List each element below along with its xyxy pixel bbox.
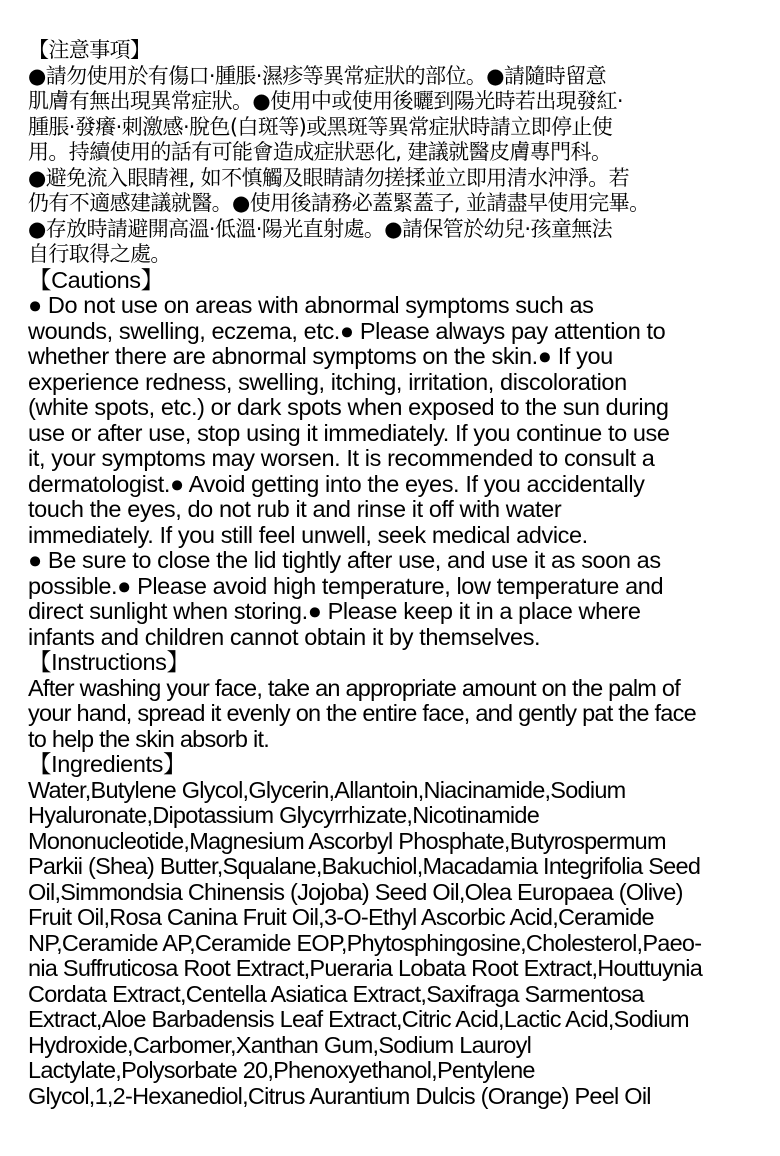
chinese-text-line: 用。持續使用的話有可能會造成症狀惡化, 建議就醫皮膚專門科。 bbox=[28, 140, 612, 164]
chinese-text-line: ●請勿使用於有傷口·腫脹·濕疹等異常症狀的部位。●請隨時留意 bbox=[28, 63, 606, 88]
cautions-text-line: use or after use, stop using it immediately. If you continue to use bbox=[28, 419, 670, 446]
instructions-heading: 【Instructions】 bbox=[28, 649, 190, 675]
ingredients-text-line: Lactylate,Polysorbate 20,Phenoxyethanol,Pentylene bbox=[28, 1057, 535, 1083]
ingredients-text-line: Fruit Oil,Rosa Canina Fruit Oil,3-O-Ethyl Ascorbic Acid,Ceramide bbox=[28, 904, 654, 930]
cautions-text-line: whether there are abnormal symptoms on the skin.● If you bbox=[28, 343, 613, 369]
ingredients-text-line: Glycol,1,2-Hexanediol,Citrus Aurantium Dulcis (Orange) Peel Oil bbox=[28, 1082, 651, 1109]
ingredients-text-line: Extract,Aloe Barbadensis Leaf Extract,Citric Acid,Lactic Acid,Sodium bbox=[28, 1006, 689, 1032]
ingredients-text-line: Hydroxide,Carbomer,Xanthan Gum,Sodium Lauroyl bbox=[28, 1031, 532, 1058]
chinese-text-line: ●避免流入眼睛裡, 如不慎觸及眼睛請勿搓揉並立即用清水沖淨。若 bbox=[28, 165, 630, 190]
cautions-text-line: possible.● Please avoid high temperature, low temperature and bbox=[28, 572, 664, 599]
instructions-text-line: After washing your face, take an appropriate amount on the palm of bbox=[28, 674, 681, 701]
ingredients-text-line: Oil,Simmondsia Chinensis (Jojoba) Seed Oil,Olea Europaea (Olive) bbox=[28, 878, 683, 905]
ingredients-text-line: Hyaluronate,Dipotassium Glycyrrhizate,Nicotinamide bbox=[28, 802, 540, 828]
chinese-text-line: 仍有不適感建議就醫。●使用後請務必蓋緊蓋子, 並請盡早使用完畢。 bbox=[28, 191, 650, 215]
ingredients-text-line: Water,Butylene Glycol,Glycerin,Allantoin,Niacinamide,Sodium bbox=[28, 776, 626, 803]
cautions-text-line: experience redness, swelling, itching, irritation, discoloration bbox=[28, 368, 627, 395]
cautions-text-line: ● Do not use on areas with abnormal symptoms such as bbox=[28, 292, 594, 318]
instructions-text-line: your hand, spread it evenly on the entire face, and gently pat the face bbox=[28, 700, 696, 726]
cautions-text-line: dermatologist.● Avoid getting into the eyes. If you accidentally bbox=[28, 470, 645, 497]
ingredients-text-line: Parkii (Shea) Butter,Squalane,Bakuchiol,Macadamia Integrifolia Seed bbox=[28, 853, 701, 879]
label-document bbox=[28, 38, 754, 1109]
ingredients-section bbox=[28, 752, 754, 1109]
cautions-text-line: touch the eyes, do not rub it and rinse it off with water bbox=[28, 496, 562, 522]
chinese-text-line: 自行取得之處。 bbox=[28, 242, 171, 266]
ingredients-text-line: Cordata Extract,Centella Asiatica Extract,Saxifraga Sarmentosa bbox=[28, 980, 644, 1007]
ingredients-text-line: Mononucleotide,Magnesium Ascorbyl Phosphate,Butyrospermum bbox=[28, 827, 666, 854]
ingredients-heading: 【Ingredients】 bbox=[28, 751, 187, 777]
chinese-text-line: ●存放時請避開高溫·低溫·陽光直射處。●請保管於幼兒·孩童無法 bbox=[28, 216, 613, 241]
cautions-text-line: immediately. If you still feel unwell, seek medical advice. bbox=[28, 521, 588, 548]
cautions-text-line: infants and children cannot obtain it by themselves. bbox=[28, 623, 541, 650]
cautions-section bbox=[28, 268, 754, 651]
cautions-text-line: it, your symptoms may worsen. It is recommended to consult a bbox=[28, 445, 655, 471]
chinese-precautions-section bbox=[28, 38, 754, 268]
ingredients-text-line: nia Suffruticosa Root Extract,Pueraria Lobata Root Extract,Houttuynia bbox=[28, 955, 703, 981]
cautions-heading: 【Cautions】 bbox=[28, 266, 164, 293]
ingredients-text-line: NP,Ceramide AP,Ceramide EOP,Phytosphingosine,Cholesterol,Paeo- bbox=[28, 929, 702, 956]
cautions-text-line: direct sunlight when storing.● Please keep it in a place where bbox=[28, 598, 641, 624]
chinese-section-heading: 【注意事項】 bbox=[28, 38, 151, 62]
cautions-text-line: (white spots, etc.) or dark spots when exposed to the sun during bbox=[28, 394, 669, 420]
cautions-text-line: wounds, swelling, eczema, etc.● Please always pay attention to bbox=[28, 317, 666, 344]
cautions-text-line: ● Be sure to close the lid tightly after use, and use it as soon as bbox=[28, 547, 661, 573]
instructions-text-line: to help the skin absorb it. bbox=[28, 725, 270, 752]
chinese-text-line: 肌膚有無出現異常症狀。●使用中或使用後曬到陽光時若出現發紅· bbox=[28, 89, 623, 113]
instructions-section bbox=[28, 650, 754, 752]
chinese-text-line: 腫脹·發癢·刺激感·脫色(白斑等)或黑斑等異常症狀時請立即停止使 bbox=[28, 114, 613, 139]
